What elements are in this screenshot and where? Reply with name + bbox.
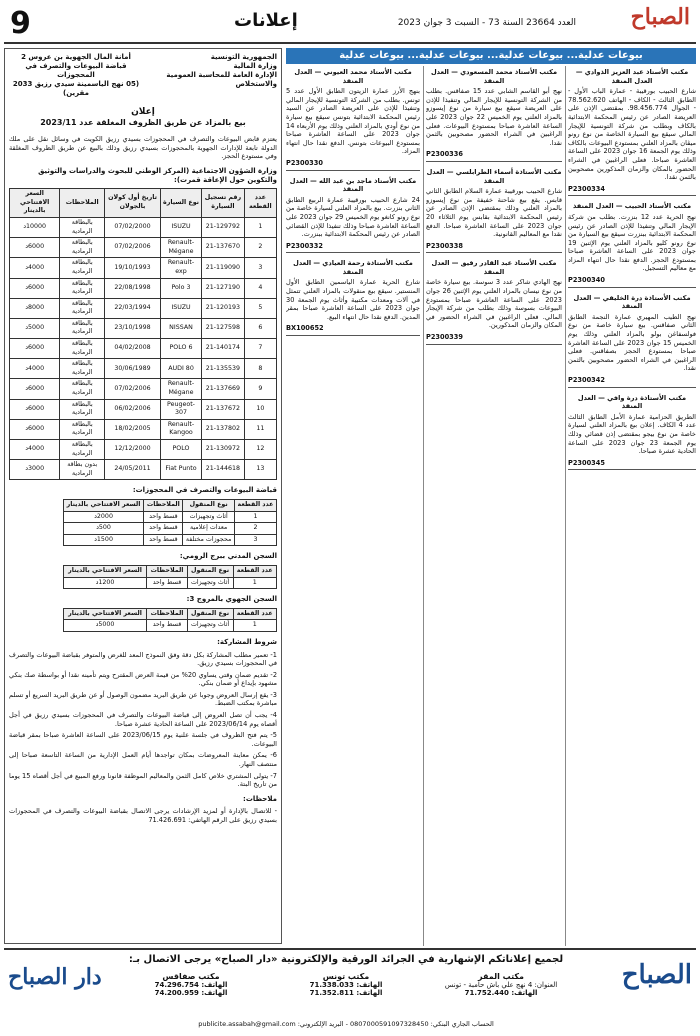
table-cell: أثاث وتجهيزات <box>187 577 233 589</box>
office-tunis <box>271 972 421 997</box>
office-hq <box>426 972 576 997</box>
table-cell: 8000د <box>10 298 60 318</box>
table-cell: POLO <box>160 440 201 460</box>
ad-title: مكتب الأستاذة رحمة العيادي — العدل المنفذ <box>293 259 413 276</box>
table-cell: قسط واحد <box>144 511 183 523</box>
ad-block <box>568 294 696 388</box>
notes-heading: ملاحظات: <box>243 794 277 803</box>
ad-ref: P2300338 <box>426 242 562 254</box>
ad-title: مكتب الأستاذ محمد المسعودي — العدل المنفذ <box>430 68 558 85</box>
items-table-body <box>63 511 276 546</box>
vehicle-row <box>10 278 277 298</box>
column-divider <box>423 66 424 946</box>
table-cell: 21-137669 <box>202 379 245 399</box>
item-row <box>63 523 276 535</box>
table-cell: بالبطاقة الرمادية <box>60 318 105 338</box>
item-row <box>63 511 276 523</box>
office-line: العنوان: 4 نهج علي باش حامبة - تونس <box>444 981 558 989</box>
public-auction-notice <box>4 48 282 944</box>
table-cell: 6000د <box>10 278 60 298</box>
ad-body: نهج الهادي شاكر عدد 3 سوسة. بيع سيارة خاصة من نوع نيسان بالمزاد العلني يوم الإثنين 26 جوان 2023 على الساعة العاشرة صباحا بمستودع البيوعات بسوسة وذلك بطلب من شركة الإيجار المالي. فعلى الراغبين في الشراء الحضور في المكان والزمان المذكورين. <box>426 278 562 330</box>
item-row <box>63 534 276 546</box>
table-header-row <box>63 608 276 620</box>
ad-block <box>568 394 696 471</box>
table-cell: معدات إعلامية <box>183 523 235 535</box>
table-cell: 21-140174 <box>202 339 245 359</box>
table-cell: بالبطاقة الرمادية <box>60 278 105 298</box>
column-header: السعر الافتتاحي بالدينار <box>10 189 60 218</box>
table-cell: 500د <box>63 523 144 535</box>
table-cell: Renault-exp <box>160 258 201 278</box>
table-cell: 6000د <box>10 379 60 399</box>
column-header: عدد القطعة <box>235 499 277 511</box>
footer-logo-dar: دار الصباح <box>8 964 102 990</box>
ad-body: شارع الحرية عمارة الياسمين الطابق الأول المنستير. سيقع بيع منقولات بالمزاد العلني تتمثل في آلات ومعدات مكتبية وأثاث يوم الجمعة 30 جوان 2023 على الساعة العاشرة صباحا بمقر المدين. الدفع نقدا حال انتهاء البيع. <box>286 278 420 321</box>
table-cell: 18/02/2005 <box>105 419 161 439</box>
table-cell: 10 <box>244 399 276 419</box>
section-heading: قباضة البيوعات والتصرف في المحجوزات: <box>132 486 277 495</box>
ad-title: مكتب الأستاذة أسماء الطرابلسي — العدل المنفذ <box>426 167 562 185</box>
table-cell: 07/02/2006 <box>105 238 161 258</box>
condition-item: 7- يتولى المشتري خلاص كامل الثمن والمعاليم الموظفة قانونا ورفع المبيع في أجل أقصاه 15 يوما من تاريخ البتة. <box>9 771 277 789</box>
ad-body: شارع الحبيب بورقيبة عمارة السلام الطابق الثاني قابس. يقع بيع شاحنة خفيفة من نوع إيسوزو بالمزاد العلني وذلك بمقتضى الإذن الصادر عن رئيس المحكمة الابتدائية بقابس يوم الثلاثاء 20 جوان 2023 على الساعة العاشرة صباحا. الدفع نقدا مع المعاليم القانونية. <box>426 187 562 239</box>
column-header: نوع المنقول <box>187 565 233 577</box>
ad-body: الطريق الحزامية عمارة الأمل الطابق الثالث عدد 4 الكاف. إعلان بيع بالمزاد العلني لسيارة خاصة من نوع بيجو بمقتضى إذن قضائي وذلك يوم الجمعة 23 جوان 2023 على الساعة الحادية عشرة صباحا. <box>568 412 696 456</box>
condition-item: 2- تقديم ضمان وقتي يساوي 20% من قيمة العرض المقترح ويتم تأمينه نقدا أو بواسطة صك بنكي مشهود بإيداع أو ضمان بنكي. <box>9 670 278 688</box>
table-cell: 07/02/2000 <box>105 217 161 237</box>
table-cell: 1 <box>244 217 276 237</box>
vehicles-table <box>9 188 277 480</box>
office-title: مكتب المقر <box>478 972 524 981</box>
table-cell: 6000د <box>10 238 60 258</box>
table-cell: 3 <box>244 258 276 278</box>
column-header: عدد القطعة <box>233 608 276 620</box>
column-header: نوع السيارة <box>160 189 201 218</box>
ad-ref: P2300339 <box>426 333 562 345</box>
table-cell: 10000د <box>10 217 60 237</box>
table-cell: 04/02/2008 <box>105 339 161 359</box>
column-header: السعر الافتتاحي بالدينار <box>63 565 147 577</box>
section-heading: السجن المدني ببرج الرومي: <box>179 552 277 561</box>
ad-ref: P2300340 <box>568 276 696 288</box>
footer-headline: لجميع إعلاناتكم الإشهارية في الجرائد الورقية والإلكترونية «دار الصباح» يرجى الاتصال بـ: <box>128 954 564 965</box>
table-cell: 3 <box>235 534 277 546</box>
table-cell: بالبطاقة الرمادية <box>60 440 105 460</box>
vehicle-row <box>10 217 277 237</box>
office-sfax <box>116 972 266 997</box>
table-cell: 1 <box>233 620 276 632</box>
header-line: وزارة المالية <box>233 62 277 70</box>
table-cell: NISSAN <box>160 318 201 338</box>
ad-title: مكتب الأستاذ الحبيب — العدل المنفذ <box>572 202 692 211</box>
page-number: 9 <box>10 6 31 41</box>
column-header: رقم تسجيل السيارة <box>202 189 245 218</box>
conditions-list <box>9 651 277 789</box>
table-cell: Polo 3 <box>160 278 201 298</box>
table-cell: 21-137672 <box>202 399 245 419</box>
ad-block <box>286 259 420 336</box>
table-cell: 2 <box>244 238 276 258</box>
ad-block <box>426 168 562 253</box>
office-title: مكتب تونس <box>322 972 370 981</box>
table-cell: POLO 6 <box>160 339 201 359</box>
vehicle-row <box>10 379 277 399</box>
column-header: عدد القطعة <box>233 565 276 577</box>
ad-ref: P2300342 <box>568 376 696 388</box>
office-title: مكتب صفاقس <box>162 972 220 981</box>
table-cell: 22/08/1998 <box>105 278 161 298</box>
ads-column-3 <box>286 66 420 946</box>
header-line: الجمهورية التونسية <box>210 53 277 61</box>
ad-body: نهج أبو القاسم الشابي عدد 15 صفاقس. بطلب من الشركة التونسية للإيجار المالي وتنفيذا للإذن على العريضة سيقع بيع سيارة من نوع إيسوزو بالمزاد العلني يوم الخميس 22 جوان 2023 على الساعة العاشرة صباحا بمستودع البيوعات. فعلى الراغبين في الشراء الحضور مصحوبين بالثمن نقدا. <box>426 87 562 147</box>
table-cell: محجوزات مختلفة <box>183 534 235 546</box>
notice-header <box>9 53 277 98</box>
items-table-body <box>63 620 276 632</box>
section-title: إعلانات <box>234 10 298 31</box>
table-cell: 21-144618 <box>202 460 245 480</box>
ad-ref: P2300345 <box>568 459 696 471</box>
notice-header-left <box>9 53 143 98</box>
vehicles-table-body <box>10 217 277 479</box>
office-phone: الهاتف: 74.296.754 <box>154 981 228 989</box>
table-cell: Renault-Mégane <box>160 379 201 399</box>
column-header: نوع المنقول <box>187 608 233 620</box>
items-table-3 <box>63 608 277 632</box>
header-line: (05 نهج الياسمينة سيدي رزيق 2033 مقرين) <box>12 80 140 97</box>
column-header: الملاحظات <box>144 499 183 511</box>
page-header <box>4 4 696 44</box>
table-cell: 5 <box>244 298 276 318</box>
vehicle-row <box>10 399 277 419</box>
table-cell: 4000د <box>10 440 60 460</box>
table-cell: 6000د <box>10 419 60 439</box>
table-cell: Fiat Punto <box>160 460 201 480</box>
office-phone: الهاتف: 71.352.811 <box>309 989 383 997</box>
items-table-2 <box>63 565 277 589</box>
table-cell: أثاث وتجهيزات <box>183 511 235 523</box>
table-cell: 8 <box>244 359 276 379</box>
column-header: السعر الافتتاحي بالدينار <box>63 608 147 620</box>
table-cell: 21-127190 <box>202 278 245 298</box>
table-cell: 13 <box>244 460 276 480</box>
table-cell: 21-120193 <box>202 298 245 318</box>
table-cell: 7 <box>244 339 276 359</box>
table-cell: 12/12/2000 <box>105 440 161 460</box>
vehicle-row <box>10 440 277 460</box>
table-cell: بالبطاقة الرمادية <box>60 339 105 359</box>
table-cell: بالبطاقة الرمادية <box>60 379 105 399</box>
table-cell: 12 <box>244 440 276 460</box>
table-cell: قسط واحد <box>144 523 183 535</box>
table-cell: 6000د <box>10 339 60 359</box>
conditions-heading: شروط المشاركة: <box>217 637 277 646</box>
table-cell: ISUZU <box>160 298 201 318</box>
table-cell: 6 <box>244 318 276 338</box>
table-cell: 3000د <box>10 460 60 480</box>
office-phone: الهاتف: 71.338.033 <box>309 981 383 989</box>
note-item: - للاتصال بالإدارة أو لمزيد الإرشادات يرجى الاتصال بقباضة البيوعات والتصرف في المحجوزات بسيدي رزيق على الرقم الهاتفي: 71.426.691 <box>9 807 277 824</box>
table-cell: 30/06/1989 <box>105 359 161 379</box>
table-cell: قسط واحد <box>144 534 183 546</box>
table-cell: قسط واحد <box>147 620 187 632</box>
table-cell: 5000د <box>63 620 147 632</box>
vehicle-row <box>10 238 277 258</box>
column-header: الملاحظات <box>147 565 187 577</box>
table-cell: 24/05/2011 <box>105 460 161 480</box>
vehicle-row <box>10 419 277 439</box>
ad-title: مكتب الأستاذة درة الخليفي — العدل المنفذ <box>573 293 691 311</box>
table-cell: Peugeot-307 <box>160 399 201 419</box>
ad-block <box>426 259 562 344</box>
notice-title: إعلان <box>131 107 155 117</box>
table-cell: 11 <box>244 419 276 439</box>
table-cell: 19/10/1993 <box>105 258 161 278</box>
table-cell: 4000د <box>10 258 60 278</box>
table-cell: قسط واحد <box>147 577 187 589</box>
notice-intro: يعتزم قابض البيوعات والتصرف في المحجوزات بسيدي رزيق الكويت في وسائل نقل على ملك الدولة تابعة للإدارات الجهوية بالمحجوزات بسيدي رزيق وذلك بالبيع عن طريق الظروف المغلقة وفي مستودع الحجز. <box>9 135 277 161</box>
table-cell: 21-137670 <box>202 238 245 258</box>
table-cell: 21-130972 <box>202 440 245 460</box>
table-cell: 2 <box>235 523 277 535</box>
table-cell: 1500د <box>63 534 144 546</box>
notice-subtitle: بيع بالمزاد عن طريق الظروف المغلقة عدد 2023/11 <box>40 117 246 127</box>
ad-ref: P2300336 <box>426 150 562 162</box>
table-cell: 2000د <box>63 511 144 523</box>
table-cell: 21-137802 <box>202 419 245 439</box>
header-line: الإدارة العامة للمحاسبة العمومية والاستخلاص <box>166 71 277 88</box>
ad-ref: P2300334 <box>568 185 696 197</box>
notice-header-right <box>143 53 277 98</box>
ad-title: مكتب الأستاذ محمد العيوني — العدل المنفذ <box>294 68 412 85</box>
ad-title: مكتب الأستاذ ماجد بن عبد الله — العدل المنفذ <box>289 176 417 194</box>
vehicle-row <box>10 460 277 480</box>
vehicle-row <box>10 298 277 318</box>
ad-title: مكتب الأستاذة درة وافي — العدل المنفذ <box>577 393 687 411</box>
condition-item: 6- يمكن معاينة المعروضات بمكان تواجدها أيام العمل الإدارية من الساعة التاسعة صباحا إلى منتصف النهار. <box>9 751 277 769</box>
table-cell: 9 <box>244 379 276 399</box>
column-header: الملاحظات <box>60 189 105 218</box>
condition-item: 5- يتم فتح الظروف في جلسة علنية يوم 2023/06/15 على الساعة العاشرة صباحا بمقر قباضة البيوعات. <box>9 731 277 748</box>
column-header: نوع المنقول <box>183 499 235 511</box>
table-cell: Renault-Kangoo <box>160 419 201 439</box>
ads-column-1 <box>568 66 696 946</box>
condition-item: 1- تعمير مطلب المشاركة بكل دقة وفق النموذج المعد للغرض والمتوفر بقباضة البيوعات والتصرف في المحجوزات بسيدي رزيق. <box>9 650 277 668</box>
table-cell: 1200د <box>63 577 147 589</box>
table-cell: 21-129792 <box>202 217 245 237</box>
table-cell: أثاث وتجهيزات <box>187 620 233 632</box>
footer-logo: الصباح <box>621 960 692 990</box>
vehicle-row <box>10 258 277 278</box>
items-table-body <box>63 577 276 589</box>
column-header: تاريخ أول كولان بالجولان <box>105 189 161 218</box>
ad-ref: BX100652 <box>286 324 420 336</box>
newspaper-logo <box>631 4 690 30</box>
table-header-row <box>63 565 276 577</box>
logo-text: الصباح <box>630 4 690 30</box>
table-cell: 21-135539 <box>202 359 245 379</box>
item-row <box>63 577 276 589</box>
ad-block <box>286 68 420 171</box>
table-cell: 4000د <box>10 359 60 379</box>
table-header-row <box>63 499 276 511</box>
ad-body: بنهج الأرز عمارة الزيتون الطابق الأول عدد 5 تونس. بطلب من الشركة التونسية للإيجار المالي وتنفيذا للإذن على العريضة الصادر عن السيد رئيس المحكمة الابتدائية بتونس سيقع بيع سيارة من نوع أودي بالمزاد العلني وذلك يوم الأربعاء 14 جوان 2023 على الساعة العاشرة صباحا بمستودع البيوعات بتونس. الدفع نقدا حال انتهاء المزاد. <box>286 87 420 156</box>
ad-block <box>568 202 696 287</box>
table-cell: بالبطاقة الرمادية <box>60 258 105 278</box>
table-cell: بالبطاقة الرمادية <box>60 399 105 419</box>
table-cell: ISUZU <box>160 217 201 237</box>
ad-ref: P2300330 <box>286 159 420 171</box>
table-cell: Renault-Mégane <box>160 238 201 258</box>
ad-body: 24 شارع الحبيب بورقيبة عمارة الربيع الطابق الثاني بنزرت. بيع بالمزاد العلني لسيارة خاصة من نوع رونو كانغو يوم الخميس 29 جوان 2023 على الساعة العاشرة صباحا وذلك تنفيذا للإذن القضائي الصادر عن رئيس المحكمة الابتدائية ببنزرت. <box>286 195 420 239</box>
column-header: عدد القطعة <box>244 189 276 218</box>
ad-body: نهج الطيب المهيري عمارة النجمة الطابق الثاني صفاقس. بيع سيارة خاصة من نوع فولسفاغن بولو بالمزاد العلني وذلك يوم الخميس 15 جوان 2023 على الساعة العاشرة صباحا بمستودع الحجز بصفاقس. فعلى الراغبين في الشراء الحضور مصحوبين بالثمن نقدا. <box>568 312 696 373</box>
table-cell: بالبطاقة الرمادية <box>60 359 105 379</box>
table-cell: بالبطاقة الرمادية <box>60 298 105 318</box>
ad-body: نهج الحرية عدد 12 بنزرت. بطلب من شركة الإيجار المالي وتنفيذا للإذن الصادر عن رئيس المحكمة الابتدائية ببنزرت سيقع بيع السيارة من نوع رونو كليو بالمزاد العلني يوم الإثنين 19 جوان 2023 على الساعة العاشرة صباحا بمستودع الحجز. الدفع نقدا حال انتهاء المزاد مع معاليم التسجيل. <box>568 212 696 273</box>
office-phone: الهاتف: 71.752.440 <box>464 989 538 997</box>
ad-body: شارع الحبيب بورقيبة - عمارة الباب الأول - الطابق الثالث - الكاف - الهاتف 78.562.620 - الجوال 98.456.774. بمقتضى الإذن على العريضة الصادر عن رئيس المحكمة الابتدائية بالكاف وبطلب من شركة التونسية للإيجار المالي سيقع بيع السيارة الخاصة من نوع رونو ميڨان بالمزاد العلني بمستودع البيوعات بالكاف وذلك يوم الجمعة 16 جوان 2023 على الساعة العاشرة صباحا. فعلى الراغبين في الشراء الحضور بالمكان والزمان المذكورين مصحوبين بالثمن نقدا. <box>568 87 696 182</box>
table-cell: 22/03/1994 <box>105 298 161 318</box>
table-cell: 6000د <box>10 399 60 419</box>
table-cell: 21-119090 <box>202 258 245 278</box>
column-header: الملاحظات <box>147 608 187 620</box>
header-line: أمانة المال الجهوية بن عروس 2 <box>21 53 131 61</box>
column-header: السعر الافتتاحي بالدينار <box>63 499 144 511</box>
table-cell: 1 <box>233 577 276 589</box>
table-cell: بالبطاقة الرمادية <box>60 419 105 439</box>
condition-item: 4- يجب أن تصل العروض إلى قباضة البيوعات والتصرف في المحجوزات بسيدي رزيق في أجل أقصاه يوم 2023/06/14 على الساعة الحادية عشرة صباحا. <box>9 711 277 728</box>
header-line: قباضة البيوعات والتصرف في المحجوزات <box>25 62 127 79</box>
table-header-row <box>10 189 277 218</box>
ad-block <box>568 68 696 196</box>
table-cell: 06/02/2006 <box>105 399 161 419</box>
vehicle-row <box>10 318 277 338</box>
table-cell: 5000د <box>10 318 60 338</box>
office-phone: الهاتف: 74.200.959 <box>154 989 228 997</box>
notes-list <box>9 807 277 824</box>
vehicle-row <box>10 339 277 359</box>
footer-contacts <box>116 972 576 997</box>
ad-block <box>426 68 562 162</box>
auctions-banner: بيوعات عدلية... بيوعات عدلية... بيوعات عدلية... بيوعات عدلية <box>286 48 696 64</box>
table-cell: 4 <box>244 278 276 298</box>
table-cell: 23/10/1998 <box>105 318 161 338</box>
vehicle-row <box>10 359 277 379</box>
section-heading: وزارة الشؤون الاجتماعية (المركز الوطني للبحوث والدراسات والتوثيق والتكوين حول الإعاقة قمرت): <box>38 166 277 184</box>
section-heading: السجن الجهوي بالمروج 3: <box>186 595 277 604</box>
ad-ref: P2300332 <box>286 242 420 254</box>
ad-title: مكتب الأستاذ عبد القادر رقيق — العدل المنفذ <box>431 259 557 276</box>
ads-column-2 <box>426 66 562 946</box>
ad-title: مكتب الأستاذ عبد العزيز الذوادي — العدل المنفذ <box>575 68 689 85</box>
items-table-1 <box>63 499 277 546</box>
table-cell: بالبطاقة الرمادية <box>60 217 105 237</box>
item-row <box>63 620 276 632</box>
table-cell: AUDI 80 <box>160 359 201 379</box>
table-cell: 07/02/2006 <box>105 379 161 399</box>
column-divider <box>565 66 566 946</box>
page-footer <box>4 948 696 1032</box>
table-cell: 21-127598 <box>202 318 245 338</box>
footer-bank-info: الحساب الجاري البنكي: 0807000591097328450 - البريد الإلكتروني: publicite.assabah@gmail.com <box>198 1020 494 1028</box>
condition-item: 3- يقع إرسال العروض وجوبا عن طريق البريد مضمون الوصول أو عن طريق البريد السريع أو تسلم مباشرة بمكتب الضبط. <box>9 690 277 708</box>
ad-block <box>286 177 420 254</box>
table-cell: بالبطاقة الرمادية <box>60 238 105 258</box>
table-cell: بدون بطاقة الرمادية <box>60 460 105 480</box>
table-cell: 1 <box>235 511 277 523</box>
issue-info: العدد 23664 السنة 73 - السبت 3 جوان 2023 <box>397 18 576 28</box>
